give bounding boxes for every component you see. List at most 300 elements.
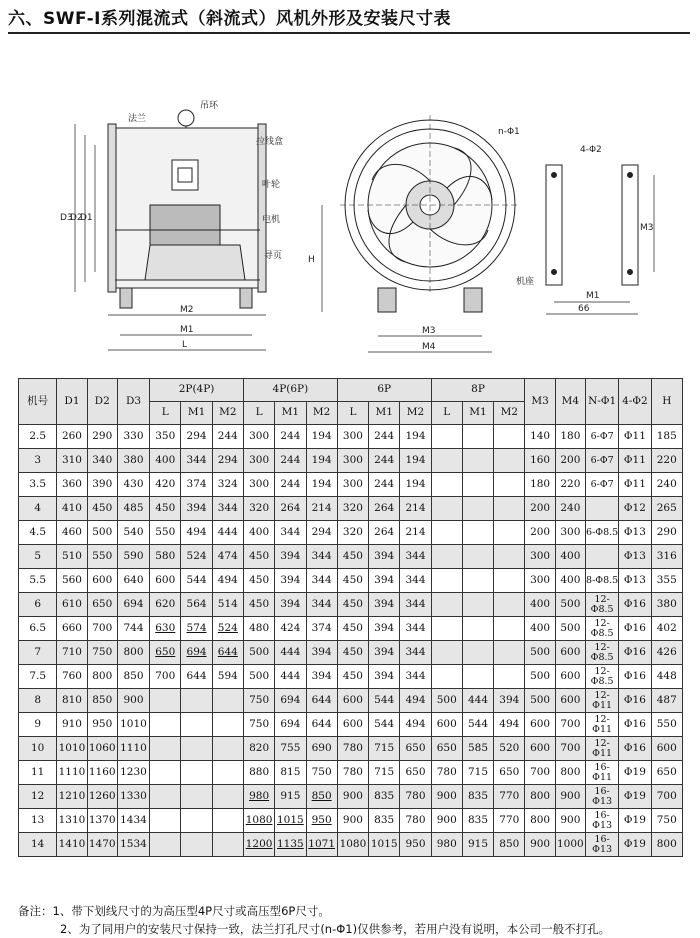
table-row <box>19 521 683 545</box>
table-cell: 344 <box>306 593 337 617</box>
dim-d3: D3 <box>60 213 73 223</box>
table-cell <box>150 713 181 737</box>
header-m2: M2 <box>306 402 337 425</box>
table-cell: 16-Φ13 <box>585 809 618 833</box>
table-cell: 450 <box>87 497 117 521</box>
table-cell: 200 <box>525 521 555 545</box>
table-cell: 240 <box>555 497 585 521</box>
table-cell: 600 <box>555 689 585 713</box>
table-cell <box>181 713 212 737</box>
table-cell: 485 <box>117 497 149 521</box>
table-cell: 4.5 <box>19 521 57 545</box>
header-group-8p: 8P <box>431 379 525 402</box>
table-cell: 450 <box>337 545 368 569</box>
table-cell: 320 <box>243 497 274 521</box>
dim-d1: D1 <box>80 213 93 223</box>
table-cell: 644 <box>306 713 337 737</box>
table-cell: 900 <box>117 689 149 713</box>
table-cell: 450 <box>337 593 368 617</box>
table-cell: 800 <box>525 785 555 809</box>
table-cell: 264 <box>369 497 400 521</box>
table-cell: 780 <box>337 737 368 761</box>
table-row <box>19 497 683 521</box>
table-cell: 715 <box>369 737 400 761</box>
table-row <box>19 593 683 617</box>
table-cell: 394 <box>369 617 400 641</box>
header-d3: D3 <box>117 379 149 425</box>
header-group-4p: 4P(6P) <box>243 379 337 402</box>
table-cell: 265 <box>651 497 682 521</box>
table-cell: 264 <box>275 497 306 521</box>
table-cell: 320 <box>337 521 368 545</box>
table-cell: 550 <box>150 521 181 545</box>
table-cell: 770 <box>494 809 525 833</box>
table-cell: 290 <box>651 521 682 545</box>
dim-66: 66 <box>578 304 590 314</box>
table-cell: 600 <box>651 737 682 761</box>
table-cell: 390 <box>87 473 117 497</box>
table-cell: 600 <box>87 569 117 593</box>
table-cell: 780 <box>400 785 431 809</box>
table-cell: 815 <box>275 761 306 785</box>
table-cell: 700 <box>651 785 682 809</box>
table-cell: 1260 <box>87 785 117 809</box>
table-cell: 750 <box>306 761 337 785</box>
header-m2: M2 <box>212 402 243 425</box>
table-cell: 600 <box>431 713 462 737</box>
table-cell: 910 <box>57 713 87 737</box>
table-cell <box>462 617 493 641</box>
table-cell: 1071 <box>306 833 337 857</box>
table-cell: 200 <box>555 449 585 473</box>
table-cell: 13 <box>19 809 57 833</box>
table-cell: 214 <box>400 497 431 521</box>
table-cell: 5 <box>19 545 57 569</box>
header-d2: D2 <box>87 379 117 425</box>
fan-outline-drawing <box>0 40 700 375</box>
table-cell: 644 <box>306 689 337 713</box>
table-cell: 444 <box>212 521 243 545</box>
table-cell <box>431 473 462 497</box>
label-holes-n: n-Φ1 <box>498 127 520 137</box>
table-cell: 770 <box>494 785 525 809</box>
table-cell <box>150 737 181 761</box>
table-cell: 810 <box>57 689 87 713</box>
label-impeller: 叶轮 <box>262 180 281 190</box>
table-cell <box>462 449 493 473</box>
table-cell: 6 <box>19 593 57 617</box>
table-cell: 560 <box>57 569 87 593</box>
table-cell: 300 <box>525 545 555 569</box>
table-cell: 715 <box>462 761 493 785</box>
table-cell: 524 <box>212 617 243 641</box>
table-cell: 694 <box>275 713 306 737</box>
table-cell <box>181 737 212 761</box>
table-cell <box>212 737 243 761</box>
table-cell <box>494 425 525 449</box>
table-cell: 16-Φ13 <box>585 785 618 809</box>
table-body <box>19 425 683 857</box>
table-cell: 360 <box>57 473 87 497</box>
table-cell: 694 <box>181 641 212 665</box>
table-cell: 450 <box>243 569 274 593</box>
table-cell: 650 <box>431 737 462 761</box>
table-cell <box>150 761 181 785</box>
table-cell: 510 <box>57 545 87 569</box>
table-cell: 1410 <box>57 833 87 857</box>
table-cell: 1000 <box>555 833 585 857</box>
table-cell: 1110 <box>57 761 87 785</box>
table-cell: 900 <box>337 809 368 833</box>
table-cell: 585 <box>462 737 493 761</box>
table-cell: 3 <box>19 449 57 473</box>
table-row <box>19 665 683 689</box>
table-cell: Φ11 <box>619 473 651 497</box>
dim-l: L <box>182 340 188 350</box>
table-cell: 715 <box>369 761 400 785</box>
table-cell: 640 <box>117 569 149 593</box>
table-cell: 500 <box>555 593 585 617</box>
table-cell: 1230 <box>117 761 149 785</box>
label-ring: 吊环 <box>200 101 219 111</box>
table-row <box>19 785 683 809</box>
table-cell: 180 <box>525 473 555 497</box>
table-cell: 900 <box>431 809 462 833</box>
table-cell: 620 <box>150 593 181 617</box>
table-cell: 1010 <box>117 713 149 737</box>
label-junction-box: 拉线盒 <box>256 137 284 147</box>
table-cell: 590 <box>117 545 149 569</box>
table-cell: 14 <box>19 833 57 857</box>
table-cell: 474 <box>212 545 243 569</box>
note-1: 1、带下划线尺寸的为高压型4P尺寸或高压型6P尺寸。 <box>52 904 330 918</box>
table-cell: 700 <box>87 617 117 641</box>
table-cell <box>431 425 462 449</box>
table-cell: 755 <box>275 737 306 761</box>
table-cell: 494 <box>212 569 243 593</box>
table-cell: 394 <box>306 641 337 665</box>
table-cell: 835 <box>369 785 400 809</box>
table-cell: Φ12 <box>619 497 651 521</box>
table-cell: 394 <box>369 593 400 617</box>
table-cell: 594 <box>212 665 243 689</box>
table-cell: 700 <box>525 761 555 785</box>
table-cell: 500 <box>243 665 274 689</box>
table-cell: 540 <box>117 521 149 545</box>
table-cell <box>431 593 462 617</box>
table-cell: 444 <box>275 665 306 689</box>
table-cell: 344 <box>306 569 337 593</box>
table-cell: 1110 <box>117 737 149 761</box>
table-cell: 194 <box>306 449 337 473</box>
table-cell: 10 <box>19 737 57 761</box>
table-cell: 694 <box>117 593 149 617</box>
table-cell <box>494 449 525 473</box>
table-cell: 430 <box>117 473 149 497</box>
table-cell: 650 <box>494 761 525 785</box>
table-cell: 444 <box>462 689 493 713</box>
table-cell <box>462 569 493 593</box>
table-cell <box>494 617 525 641</box>
table-cell <box>181 761 212 785</box>
table-cell: 650 <box>400 737 431 761</box>
table-cell: 780 <box>337 761 368 785</box>
header-m3: M3 <box>525 379 555 425</box>
table-cell: 6-Φ7 <box>585 449 618 473</box>
notes-label: 备注： <box>18 904 53 918</box>
table-cell: 6.5 <box>19 617 57 641</box>
table-cell: 494 <box>400 689 431 713</box>
table-cell: 564 <box>181 593 212 617</box>
table-row <box>19 641 683 665</box>
table-cell: 194 <box>306 425 337 449</box>
table-cell <box>494 473 525 497</box>
header-l: L <box>243 402 274 425</box>
table-cell: 780 <box>431 761 462 785</box>
table-cell: 750 <box>243 689 274 713</box>
table-cell: 160 <box>525 449 555 473</box>
table-cell <box>181 785 212 809</box>
table-cell: 400 <box>555 545 585 569</box>
table-cell <box>494 569 525 593</box>
table-cell: 800 <box>525 809 555 833</box>
title-divider <box>8 32 690 34</box>
table-cell: 820 <box>243 737 274 761</box>
table-cell: 2.5 <box>19 425 57 449</box>
table-cell: 700 <box>555 737 585 761</box>
table-cell: 950 <box>87 713 117 737</box>
table-cell: 750 <box>243 713 274 737</box>
table-cell: 1015 <box>369 833 400 857</box>
table-cell: 194 <box>400 449 431 473</box>
table-cell: 320 <box>337 497 368 521</box>
table-cell: 394 <box>275 545 306 569</box>
table-cell: 800 <box>117 641 149 665</box>
table-cell <box>494 593 525 617</box>
table-cell: 650 <box>87 593 117 617</box>
table-cell: 12-Φ11 <box>585 689 618 713</box>
table-cell: 800 <box>87 665 117 689</box>
table-cell: 694 <box>275 689 306 713</box>
table-cell: 240 <box>651 473 682 497</box>
table-cell: 644 <box>181 665 212 689</box>
table-cell <box>462 665 493 689</box>
table-cell: 8-Φ8.5 <box>585 569 618 593</box>
table-cell: 690 <box>306 737 337 761</box>
table-cell: 500 <box>525 641 555 665</box>
table-cell <box>431 521 462 545</box>
table-cell: 344 <box>306 545 337 569</box>
table-cell <box>585 545 618 569</box>
table-cell: 600 <box>150 569 181 593</box>
table-row <box>19 761 683 785</box>
table-cell: 11 <box>19 761 57 785</box>
table-cell: 410 <box>57 497 87 521</box>
table-cell: 220 <box>555 473 585 497</box>
table-cell: 12-Φ8.5 <box>585 593 618 617</box>
header-model: 机号 <box>19 379 57 425</box>
header-l: L <box>150 402 181 425</box>
table-cell: 980 <box>431 833 462 857</box>
table-cell <box>150 689 181 713</box>
header-m1: M1 <box>275 402 306 425</box>
header-h: H <box>651 379 682 425</box>
table-cell: 1210 <box>57 785 87 809</box>
table-cell: 220 <box>651 449 682 473</box>
table-cell: 6-Φ7 <box>585 425 618 449</box>
table-cell: Φ16 <box>619 713 651 737</box>
table-cell: 16-Φ11 <box>585 761 618 785</box>
table-cell: 500 <box>525 665 555 689</box>
table-cell: Φ16 <box>619 641 651 665</box>
table-row <box>19 713 683 737</box>
table-cell: 550 <box>651 713 682 737</box>
table-cell: 500 <box>555 617 585 641</box>
table-cell: 300 <box>243 473 274 497</box>
table-cell: 394 <box>275 569 306 593</box>
table-cell: 750 <box>87 641 117 665</box>
table-cell: 290 <box>87 425 117 449</box>
table-cell: 494 <box>494 713 525 737</box>
label-flange: 法兰 <box>128 114 147 124</box>
table-cell: 524 <box>181 545 212 569</box>
table-cell: 600 <box>525 713 555 737</box>
table-cell: 550 <box>87 545 117 569</box>
table-cell: 800 <box>651 833 682 857</box>
table-cell <box>150 809 181 833</box>
table-cell: 450 <box>337 617 368 641</box>
table-cell: 1470 <box>87 833 117 857</box>
table-cell: Φ19 <box>619 809 651 833</box>
table-cell: 520 <box>494 737 525 761</box>
dim-m3-detail: M3 <box>640 223 654 233</box>
table-cell <box>181 833 212 857</box>
table-cell: 500 <box>87 521 117 545</box>
table-cell: 344 <box>400 593 431 617</box>
table-cell: 380 <box>117 449 149 473</box>
table-cell: 835 <box>462 785 493 809</box>
table-cell: 420 <box>150 473 181 497</box>
header-4-phi2: 4-Φ2 <box>619 379 651 425</box>
table-row <box>19 449 683 473</box>
header-l: L <box>337 402 368 425</box>
table-cell: 400 <box>555 569 585 593</box>
table-cell: 12-Φ11 <box>585 713 618 737</box>
table-cell: 600 <box>525 737 555 761</box>
table-cell: 450 <box>337 641 368 665</box>
table-cell: 710 <box>57 641 87 665</box>
side-view <box>75 110 266 350</box>
header-m2: M2 <box>400 402 431 425</box>
table-cell: 316 <box>651 545 682 569</box>
table-cell: 8 <box>19 689 57 713</box>
page-title: 六、SWF-Ⅰ系列混流式（斜流式）风机外形及安装尺寸表 <box>8 9 451 29</box>
table-cell: 880 <box>243 761 274 785</box>
table-cell: 450 <box>150 497 181 521</box>
table-cell: 400 <box>525 617 555 641</box>
table-cell <box>462 641 493 665</box>
table-cell: 394 <box>369 569 400 593</box>
header-group-2p: 2P(4P) <box>150 379 244 402</box>
dimension-table <box>18 378 683 857</box>
table-cell: 12-Φ8.5 <box>585 617 618 641</box>
table-cell: 194 <box>400 425 431 449</box>
table-cell: 355 <box>651 569 682 593</box>
table-cell: 300 <box>555 521 585 545</box>
table-cell: 950 <box>306 809 337 833</box>
table-header-row-1 <box>19 379 683 402</box>
header-m4: M4 <box>555 379 585 425</box>
table-cell <box>431 545 462 569</box>
table-cell: 494 <box>400 713 431 737</box>
table-cell: 444 <box>275 641 306 665</box>
table-cell: 344 <box>400 665 431 689</box>
dim-d2: D2 <box>70 213 83 223</box>
base-plate-detail <box>546 165 654 314</box>
table-cell: 544 <box>369 689 400 713</box>
table-cell: 394 <box>275 593 306 617</box>
table-cell: 800 <box>555 761 585 785</box>
table-cell <box>462 545 493 569</box>
table-cell: 214 <box>400 521 431 545</box>
table-cell: 850 <box>87 689 117 713</box>
table-cell: 294 <box>181 425 212 449</box>
table-cell: 244 <box>369 425 400 449</box>
table-cell: 1434 <box>117 809 149 833</box>
table-cell: 244 <box>369 473 400 497</box>
table-cell: 394 <box>369 665 400 689</box>
table-cell: 426 <box>651 641 682 665</box>
table-cell: 16-Φ13 <box>585 833 618 857</box>
table-cell: 6-Φ8.5 <box>585 521 618 545</box>
table-cell: 380 <box>651 593 682 617</box>
table-cell: 544 <box>369 713 400 737</box>
table-cell: 244 <box>212 425 243 449</box>
notes <box>18 902 610 938</box>
table-cell: 294 <box>306 521 337 545</box>
table-cell: 750 <box>651 809 682 833</box>
table-cell: 12 <box>19 785 57 809</box>
table-cell: 394 <box>494 689 525 713</box>
table-cell: 487 <box>651 689 682 713</box>
table-cell: 3.5 <box>19 473 57 497</box>
table-cell: 514 <box>212 593 243 617</box>
table-cell: 12-Φ8.5 <box>585 665 618 689</box>
table-row <box>19 473 683 497</box>
dim-m2: M2 <box>180 305 194 315</box>
table-cell <box>212 833 243 857</box>
table-cell <box>181 809 212 833</box>
table-cell <box>462 425 493 449</box>
table-cell: 9 <box>19 713 57 737</box>
table-cell <box>431 665 462 689</box>
table-cell: Φ19 <box>619 761 651 785</box>
table-cell: 344 <box>400 545 431 569</box>
table-cell: 344 <box>275 521 306 545</box>
table-row <box>19 569 683 593</box>
table-cell: 1330 <box>117 785 149 809</box>
table-row <box>19 833 683 857</box>
table-cell: 700 <box>555 713 585 737</box>
header-l: L <box>431 402 462 425</box>
table-cell <box>462 473 493 497</box>
header-m1: M1 <box>369 402 400 425</box>
table-cell: 7.5 <box>19 665 57 689</box>
table-cell: 650 <box>651 761 682 785</box>
table-cell: 835 <box>369 809 400 833</box>
table-cell: 1010 <box>57 737 87 761</box>
table-cell: 340 <box>87 449 117 473</box>
